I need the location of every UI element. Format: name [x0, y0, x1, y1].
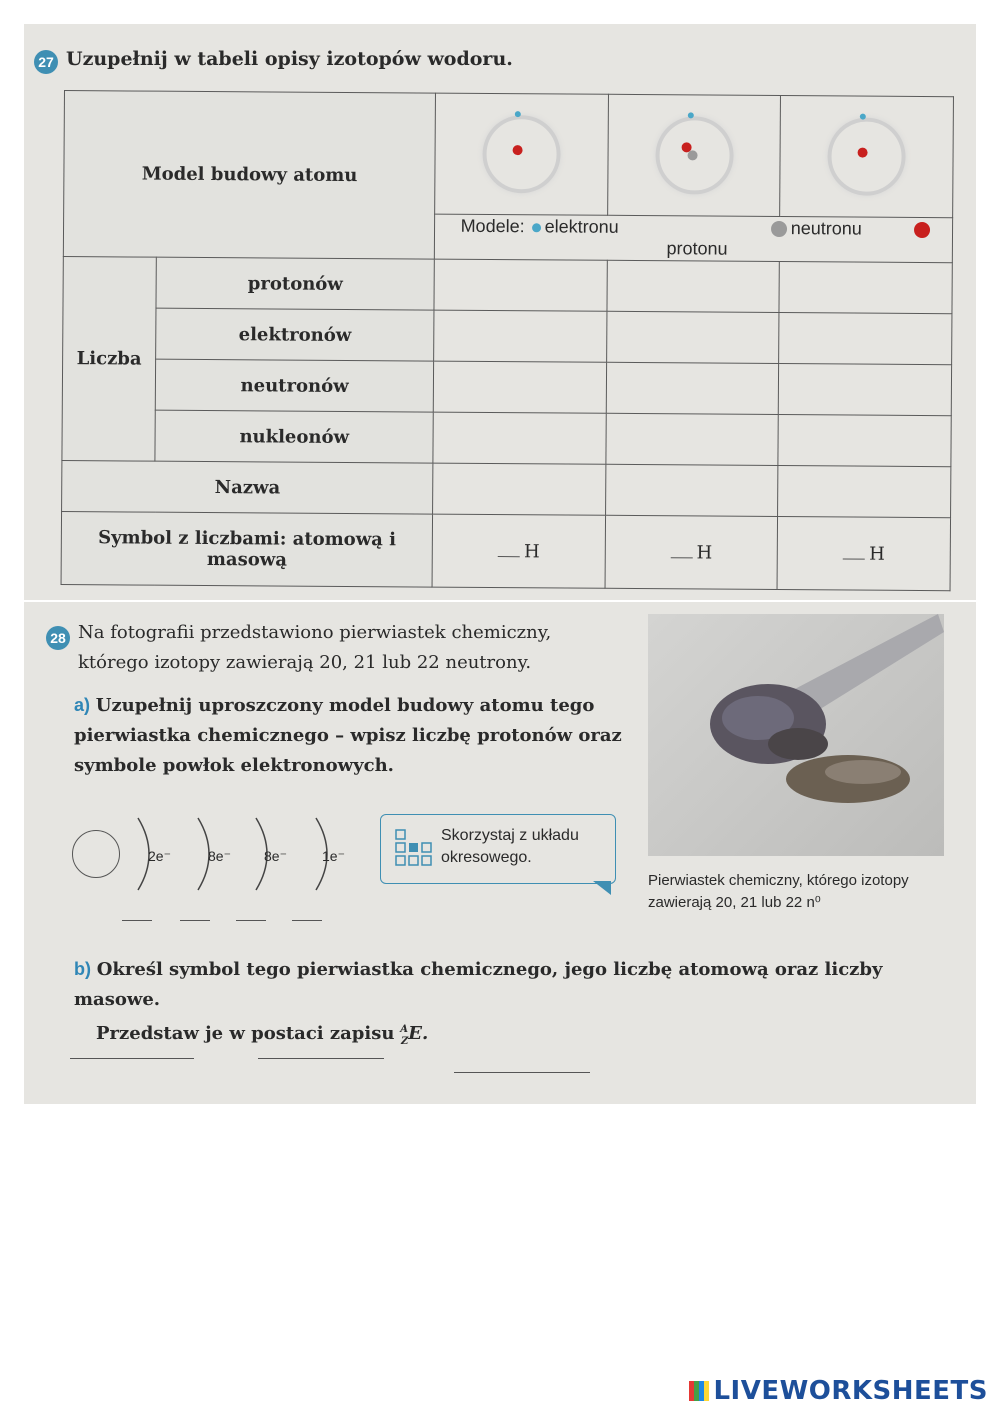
shell-label: 8e⁻: [264, 848, 287, 864]
shell-symbol-blank[interactable]: [122, 920, 152, 922]
hint-text: Skorzystaj z układu okresowego.: [441, 827, 579, 866]
row-liczba-label: Liczba: [62, 256, 156, 461]
deuterium-model-cell: [608, 94, 781, 216]
legend-prefix: Modele:: [460, 215, 525, 237]
task-27-title: Uzupełnij w tabeli opisy izotopów wodoru.: [66, 48, 513, 70]
answer-cell[interactable]: [433, 463, 606, 515]
task-28-photo: [24, 602, 976, 1104]
tritium-model-cell: [780, 96, 953, 218]
task-28a: [74, 690, 624, 781]
symbol-cell[interactable]: [432, 514, 605, 588]
electron-icon: [687, 112, 693, 118]
row-electrons-label: elektronów: [156, 308, 435, 361]
notation-symbol: E.: [408, 1023, 429, 1044]
protium-model-cell: [435, 93, 608, 215]
part-b-text-2: Przedstaw je w postaci zapisu: [96, 1023, 395, 1044]
shell-symbol-blank[interactable]: [236, 920, 266, 922]
answer-cell[interactable]: [606, 362, 779, 414]
electron-icon: [860, 114, 866, 120]
photo-caption: Pierwiastek chemiczny, którego izotopy zawierają 20, 21 lub 22 n⁰: [648, 872, 909, 911]
model-legend: [435, 214, 953, 263]
symbol-cell[interactable]: [777, 516, 950, 590]
task-28b: [74, 954, 964, 1057]
legend-neutron: neutronu: [790, 218, 862, 239]
proton-icon: [858, 148, 868, 158]
electron-icon: [532, 223, 541, 232]
task-number-badge: 27: [34, 50, 58, 74]
answer-cell[interactable]: [779, 363, 952, 415]
part-a-label: a): [74, 695, 91, 715]
row-name-label: Nazwa: [62, 460, 434, 514]
task-28-intro: Na fotografii przedstawiono pierwiastek chemiczny, którego izotopy zawierają 20, 21 lub 22 neutrony.: [78, 622, 552, 673]
answer-cell[interactable]: [779, 262, 952, 314]
row-model-label: Model budowy atomu: [63, 91, 436, 260]
row-neutrons-label: neutronów: [155, 359, 434, 412]
row-protons-label: protonów: [156, 257, 435, 310]
deuterium-atom-icon: [655, 116, 734, 195]
logo-text: LIVEWORKSHEETS: [713, 1376, 988, 1406]
answer-line[interactable]: [258, 1058, 384, 1060]
element-photo: [648, 614, 944, 856]
answer-cell[interactable]: [434, 361, 607, 413]
part-b-label: b): [74, 959, 91, 979]
hydrogen-symbol: H: [869, 543, 885, 565]
periodic-table-hint: [380, 814, 616, 884]
speech-tail-icon: [593, 881, 611, 895]
answer-cell[interactable]: [606, 413, 779, 465]
hydrogen-symbol: H: [523, 540, 540, 562]
hydrogen-symbol: H: [696, 541, 713, 564]
proton-icon: [513, 145, 523, 155]
answer-cell[interactable]: [779, 312, 952, 364]
part-a-text: Uzupełnij uproszczony model budowy atomu tego pierwiastka chemicznego – wpisz liczbę protonów oraz symbole powłok elektronowych.: [74, 695, 622, 776]
answer-line[interactable]: [70, 1058, 194, 1060]
row-symbol-label: Symbol z liczbami: atomową i masową: [61, 511, 433, 587]
answer-cell[interactable]: [607, 260, 780, 312]
row-nucleons-label: nukleonów: [155, 410, 434, 463]
periodic-table-icon: [395, 829, 435, 869]
proton-icon: [914, 222, 930, 238]
knife-and-metal-illustration: [648, 614, 944, 856]
logo-icon: [689, 1381, 709, 1401]
answer-cell[interactable]: [605, 464, 778, 516]
legend-electron: elektronu: [544, 216, 619, 237]
electron-icon: [515, 111, 521, 117]
tritium-atom-icon: [827, 117, 906, 196]
notation-formula: $^A_Z$E.: [400, 1023, 429, 1047]
answer-cell[interactable]: [778, 414, 951, 466]
answer-cell[interactable]: [434, 310, 607, 362]
symbol-cell[interactable]: [605, 515, 778, 589]
protium-atom-icon: [482, 115, 561, 194]
neutron-icon: [687, 150, 697, 160]
nucleus-circle[interactable]: [72, 830, 120, 878]
answer-line[interactable]: [454, 1072, 590, 1074]
answer-cell[interactable]: [778, 465, 951, 517]
shell-symbol-blank[interactable]: [292, 920, 322, 922]
shell-label: 8e⁻: [208, 848, 231, 864]
shell-label: 1e⁻: [322, 848, 345, 864]
task-27-photo: [24, 24, 976, 600]
answer-cell[interactable]: [434, 259, 607, 311]
legend-proton: protonu: [666, 238, 728, 259]
neutron-icon: [771, 221, 787, 237]
answer-cell[interactable]: [607, 311, 780, 363]
shell-symbol-blank[interactable]: [180, 920, 210, 922]
shell-label: 2e⁻: [148, 848, 171, 864]
answer-cell[interactable]: [433, 412, 606, 464]
task-number-badge: 28: [46, 626, 70, 650]
liveworksheets-logo: [689, 1376, 988, 1406]
isotope-table: [61, 90, 954, 591]
part-b-text: Określ symbol tego pierwiastka chemicznego, jego liczbę atomową oraz liczby masowe.: [74, 959, 883, 1010]
